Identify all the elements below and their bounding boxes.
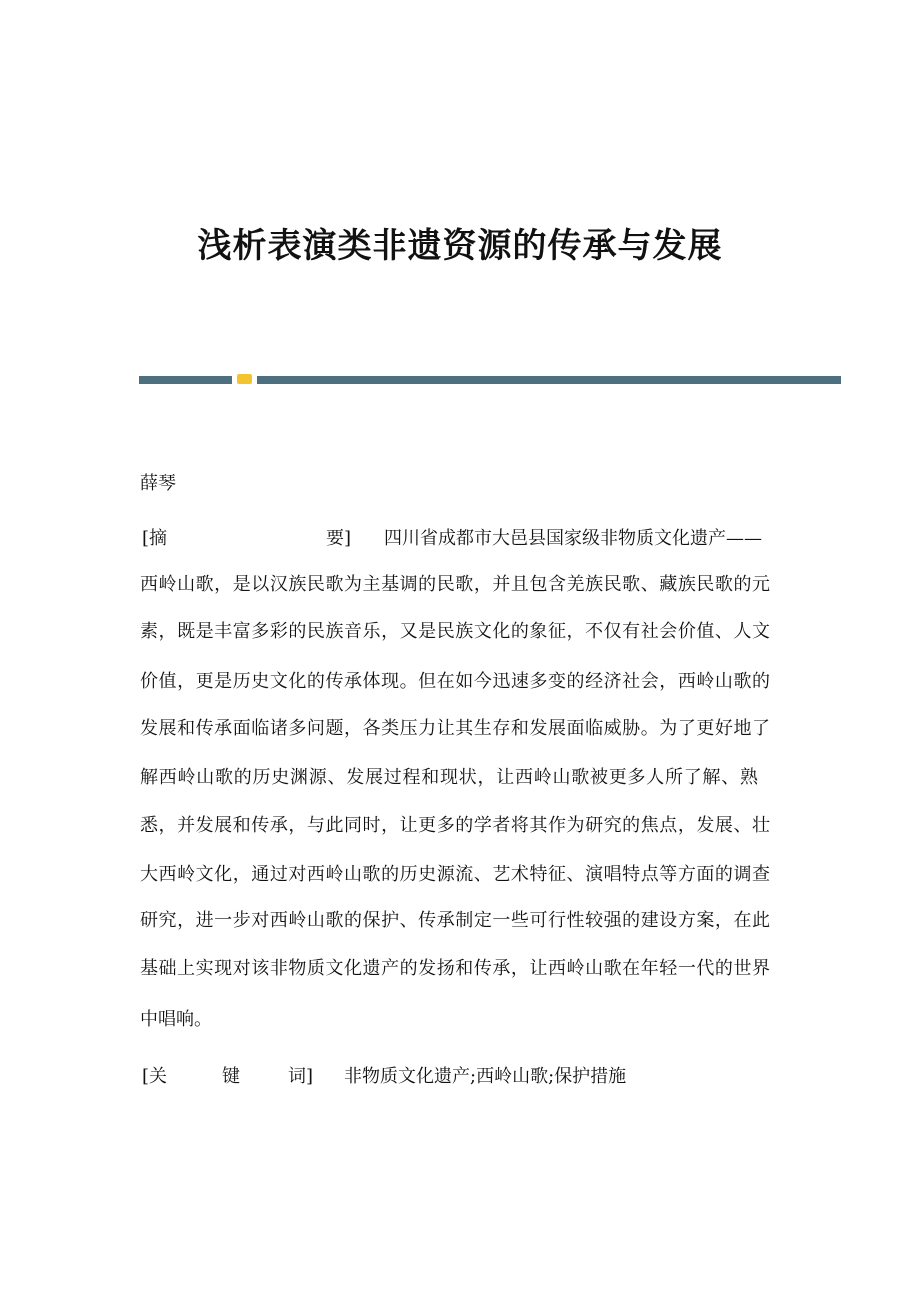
abstract-line: 研究，进一步对西岭山歌的保护、传承制定一些可行性较强的建设方案，在此 (140, 910, 770, 931)
abstract-label-left: [摘 (142, 528, 168, 549)
abstract-line: 四川省成都市大邑县国家级非物质文化遗产—— (384, 528, 762, 549)
abstract-line: 悉，并发展和传承，与此同时，让更多的学者将其作为研究的焦点，发展、壮 (140, 815, 770, 836)
abstract-line: 基础上实现对该非物质文化遗产的发扬和传承，让西岭山歌在年轻一代的世界 (140, 958, 770, 979)
abstract-line: 价值，更是历史文化的传承体现。但在如今迅速多变的经济社会，西岭山歌的 (140, 671, 770, 692)
abstract-line: 中唱响。 (140, 1009, 212, 1030)
abstract-line: 西岭山歌，是以汉族民歌为主基调的民歌，并且包含羌族民歌、藏族民歌的元 (140, 574, 770, 595)
abstract-line: 大西岭文化，通过对西岭山歌的历史源流、艺术特征、演唱特点等方面的调查 (140, 864, 770, 885)
abstract-line: 素，既是丰富多彩的民族音乐，又是民族文化的象征，不仅有社会价值、人文 (140, 621, 770, 642)
author: 薛琴 (140, 473, 176, 494)
keywords-label-2: 键 (222, 1066, 240, 1087)
document-title: 浅析表演类非遗资源的传承与发展 (197, 226, 723, 266)
keywords: 非物质文化遗产;西岭山歌;保护措施 (344, 1066, 627, 1087)
title-divider (139, 374, 841, 384)
divider-bar-right (257, 376, 841, 384)
abstract-line: 解西岭山歌的历史渊源、发展过程和现状，让西岭山歌被更多人所了解、熟 (140, 767, 758, 788)
divider-bar-left (139, 376, 232, 384)
abstract-line: 发展和传承面临诸多问题，各类压力让其生存和发展面临威胁。为了更好地了 (140, 718, 770, 739)
envelope-icon (237, 374, 252, 384)
abstract-label-right: 要] (326, 528, 352, 549)
keywords-label-3: 词] (288, 1066, 314, 1087)
keywords-label-1: [关 (142, 1066, 168, 1087)
